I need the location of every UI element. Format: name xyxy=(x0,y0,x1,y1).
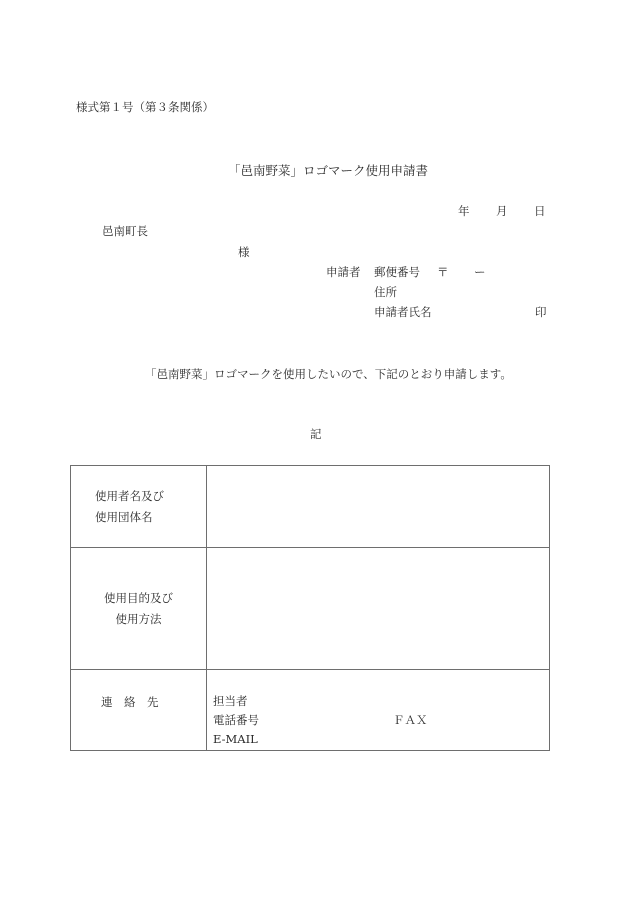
date-day: 日 xyxy=(534,204,546,218)
purpose-field[interactable] xyxy=(207,548,550,670)
form-number: 様式第１号（第３条関係） xyxy=(76,100,214,114)
label-user-name-line2: 使用団体名 xyxy=(95,509,153,524)
body-text: 「邑南野菜」ロゴマークを使用したいので、下記のとおり申請します。 xyxy=(145,367,512,381)
applicant-name-label: 申請者氏名 xyxy=(374,305,432,319)
contact-phone-label[interactable]: 電話番号 xyxy=(213,713,259,727)
label-purpose-line1: 使用目的及び xyxy=(104,590,173,605)
table-row-user-name xyxy=(71,466,550,548)
table-row-purpose xyxy=(71,548,550,670)
contact-person-label[interactable]: 担当者 xyxy=(213,694,248,708)
label-cell-contact xyxy=(71,670,207,751)
applicant-label: 申請者 xyxy=(326,265,361,279)
ki-heading: 記 xyxy=(310,427,322,441)
label-purpose-line2: 使用方法 xyxy=(115,611,162,626)
date-month: 月 xyxy=(496,204,508,218)
label-user-name-line1: 使用者名及び xyxy=(95,488,164,503)
addressee-honorific: 様 xyxy=(238,245,250,259)
postal-label: 郵便番号 xyxy=(374,265,420,279)
application-table xyxy=(70,465,550,751)
label-cell-purpose xyxy=(71,548,207,670)
contact-cell xyxy=(207,670,550,751)
user-name-field[interactable] xyxy=(207,466,550,548)
postal-dash: ー xyxy=(474,265,486,279)
contact-fax-label[interactable]: ＦＡＸ xyxy=(393,713,428,727)
postal-mark: 〒 xyxy=(437,265,449,279)
page-title: 「邑南野菜」ロゴマーク使用申請書 xyxy=(228,163,429,178)
date-year: 年 xyxy=(458,204,470,218)
seal-mark: 印 xyxy=(535,305,547,319)
addressee-name: 邑南町長 xyxy=(102,224,148,238)
label-cell-user-name xyxy=(71,466,207,548)
label-contact: 連 絡 先 xyxy=(101,695,159,709)
address-label: 住所 xyxy=(374,285,397,299)
table-row-contact xyxy=(71,670,550,751)
contact-email-label[interactable]: E-MAIL xyxy=(213,732,258,746)
